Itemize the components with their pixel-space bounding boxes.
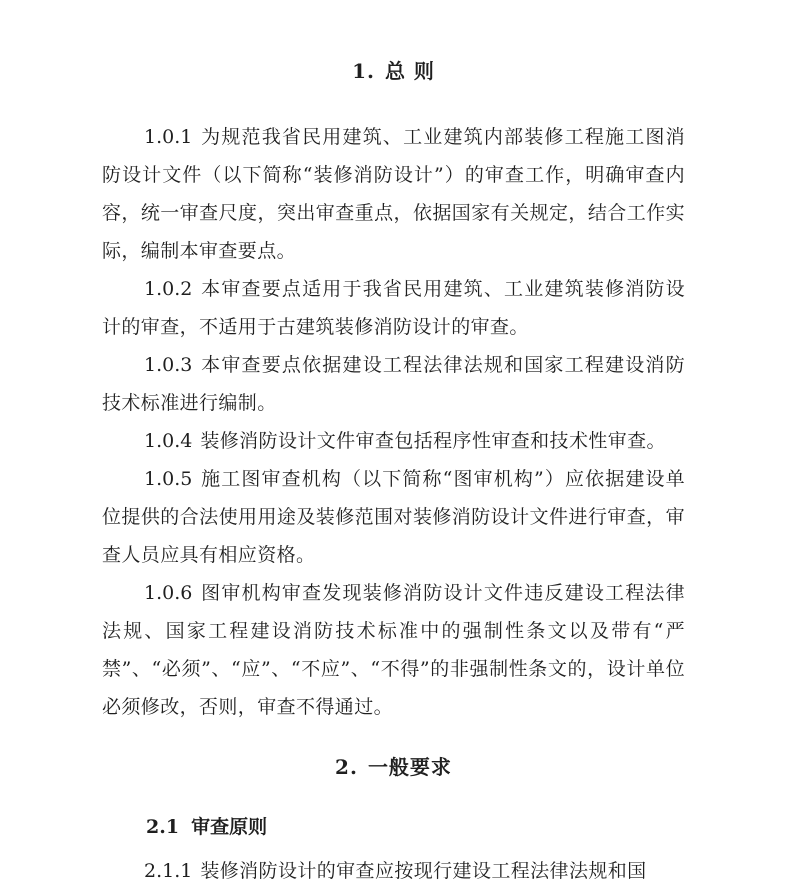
clause-number: 1.0.2 xyxy=(144,278,193,300)
clause-number: 1.0.1 xyxy=(144,126,193,148)
clause-1-0-3 xyxy=(102,346,685,422)
clause-text: 装修消防设计文件审查包括程序性审查和技术性审查。 xyxy=(200,430,666,452)
clause-text: 装修消防设计的审查应按现行建设工程法律法规和国 xyxy=(200,860,647,882)
clause-1-0-2 xyxy=(102,270,685,346)
clause-number: 2.1.1 xyxy=(144,860,193,882)
subsection-2-1-heading xyxy=(102,808,685,846)
clause-2-1-1 xyxy=(102,852,685,890)
clause-number: 1.0.6 xyxy=(144,582,193,604)
clause-text: 本审查要点依据建设工程法律法规和国家工程建设消防技术标准进行编制。 xyxy=(102,354,685,414)
section-1-heading xyxy=(102,56,685,86)
subsection-2-1-number: 2.1 xyxy=(146,816,180,838)
section-2-heading xyxy=(102,752,685,782)
clause-1-0-4 xyxy=(102,422,685,460)
clause-text: 为规范我省民用建筑、工业建筑内部装修工程施工图消防设计文件（以下简称“装修消防设计”）的审查工作，明确审查内容，统一审查尺度，突出审查重点，依据国家有关规定，结合工作实际，编制本审查要点。 xyxy=(102,126,685,262)
clause-1-0-5 xyxy=(102,460,685,574)
section-2-title: 一般要求 xyxy=(367,755,452,779)
clause-1-0-6 xyxy=(102,574,685,726)
clause-number: 1.0.3 xyxy=(144,354,193,376)
clause-text: 本审查要点适用于我省民用建筑、工业建筑装修消防设计的审查，不适用于古建筑装修消防设计的审查。 xyxy=(102,278,685,338)
clause-text: 图审机构审查发现装修消防设计文件违反建设工程法律法规、国家工程建设消防技术标准中的强制性条文以及带有“严禁”、“必须”、“应”、“不应”、“不得”的非强制性条文的，设计单位必须修改，否则，审查不得通过。 xyxy=(102,582,685,718)
section-1-title: 总 则 xyxy=(384,59,435,83)
section-2-number: 2. xyxy=(335,755,358,779)
clause-1-0-1 xyxy=(102,118,685,270)
clause-number: 1.0.5 xyxy=(144,468,193,490)
clause-number: 1.0.4 xyxy=(144,430,193,452)
subsection-2-1-title: 审查原则 xyxy=(191,816,268,838)
section-1-number: 1. xyxy=(352,59,375,83)
clause-text: 施工图审查机构（以下简称“图审机构”）应依据建设单位提供的合法使用用途及装修范围对装修消防设计文件进行审查，审查人员应具有相应资格。 xyxy=(102,468,685,566)
